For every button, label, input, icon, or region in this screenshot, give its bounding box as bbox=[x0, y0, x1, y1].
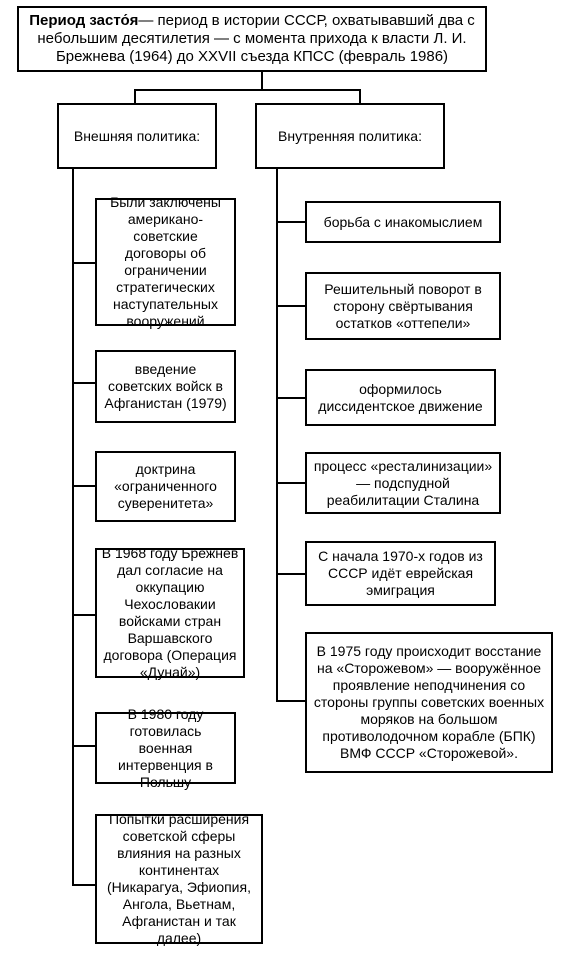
domestic-branch bbox=[276, 397, 306, 399]
foreign-item-text: В 1968 году Брежнев дал согласие на оккупацию Чехословакии войсками стран Варшавского договора (Операция «Дунай») bbox=[101, 545, 239, 680]
title-term: Период засто́я bbox=[29, 12, 139, 29]
domestic-item bbox=[305, 201, 501, 243]
foreign-branch bbox=[72, 614, 96, 616]
foreign-item bbox=[95, 811, 263, 946]
domestic-item-text: борьба с инакомыслием bbox=[323, 213, 483, 230]
domestic-branch bbox=[276, 305, 306, 307]
foreign-spine bbox=[72, 168, 74, 886]
domestic-item-text: В 1975 году происходит восстание на «Сторожевом» — вооружённое проявление неподчинения со стороны группы советских военных моряков на большом противолодочном корабле (БПК) ВМФ СССР «Сторожевой». bbox=[313, 643, 545, 761]
domestic-item bbox=[305, 541, 496, 606]
foreign-item bbox=[95, 194, 236, 329]
domestic-item bbox=[305, 272, 501, 340]
domestic-item-text: процесс «ресталинизации» — подспудной реабилитации Сталина bbox=[313, 457, 493, 508]
foreign-item-text: Были заключены американо-советские договоры об ограничении стратегических наступательных вооружений bbox=[110, 194, 221, 329]
foreign-item-text: введение советских войск в Афганистан (1979) bbox=[104, 361, 227, 411]
foreign-branch bbox=[72, 745, 96, 747]
foreign-branch bbox=[72, 262, 96, 264]
domestic-branch bbox=[276, 573, 306, 575]
foreign-item bbox=[95, 350, 236, 423]
foreign-item bbox=[95, 451, 236, 522]
domestic-item-text: Решительный поворот в сторону свёртывания остатков «оттепели» bbox=[324, 280, 482, 331]
domestic-spine bbox=[276, 168, 278, 702]
foreign-policy-header bbox=[57, 103, 217, 169]
connector-to-foreign-header bbox=[134, 89, 136, 103]
domestic-policy-header bbox=[255, 103, 445, 169]
connector-to-domestic-header bbox=[359, 89, 361, 103]
domestic-item bbox=[305, 632, 553, 773]
foreign-branch bbox=[72, 485, 96, 487]
foreign-item-text: Попытки расширения советской сферы влияния на разных континентах (Никарагуа, Эфиопия, Ангола, Вьетнам, Афганистан и так далее) bbox=[107, 811, 251, 946]
diagram-title bbox=[17, 6, 487, 72]
domestic-item-text: оформилось диссидентское движение bbox=[318, 380, 483, 414]
foreign-branch bbox=[72, 884, 96, 886]
connector-top-horizontal bbox=[134, 89, 361, 91]
foreign-branch bbox=[72, 382, 96, 384]
domestic-branch bbox=[276, 482, 306, 484]
foreign-item-text: В 1980 году готовилась военная интервенция в Польшу bbox=[118, 705, 213, 790]
domestic-policy-header-label: Внутренняя политика: bbox=[278, 127, 422, 144]
foreign-item-text: доктрина «ограниченного суверенитета» bbox=[114, 461, 217, 511]
domestic-item-text: С начала 1970-х годов из СССР идёт еврейская эмиграция bbox=[318, 548, 483, 598]
domestic-item bbox=[305, 452, 501, 514]
domestic-item bbox=[305, 369, 496, 426]
foreign-item bbox=[95, 705, 236, 790]
foreign-policy-header-label: Внешняя политика: bbox=[73, 127, 201, 144]
foreign-item bbox=[95, 545, 245, 680]
title-text bbox=[25, 12, 479, 66]
title-definition: — период в истории СССР, охватывавший два с небольшим десятилетия — с момента прихода к власти Л. И. Брежнева (1964) до XXVII съезда КПСС (февраль 1986) bbox=[37, 12, 475, 65]
domestic-branch bbox=[276, 700, 306, 702]
domestic-branch bbox=[276, 221, 306, 223]
